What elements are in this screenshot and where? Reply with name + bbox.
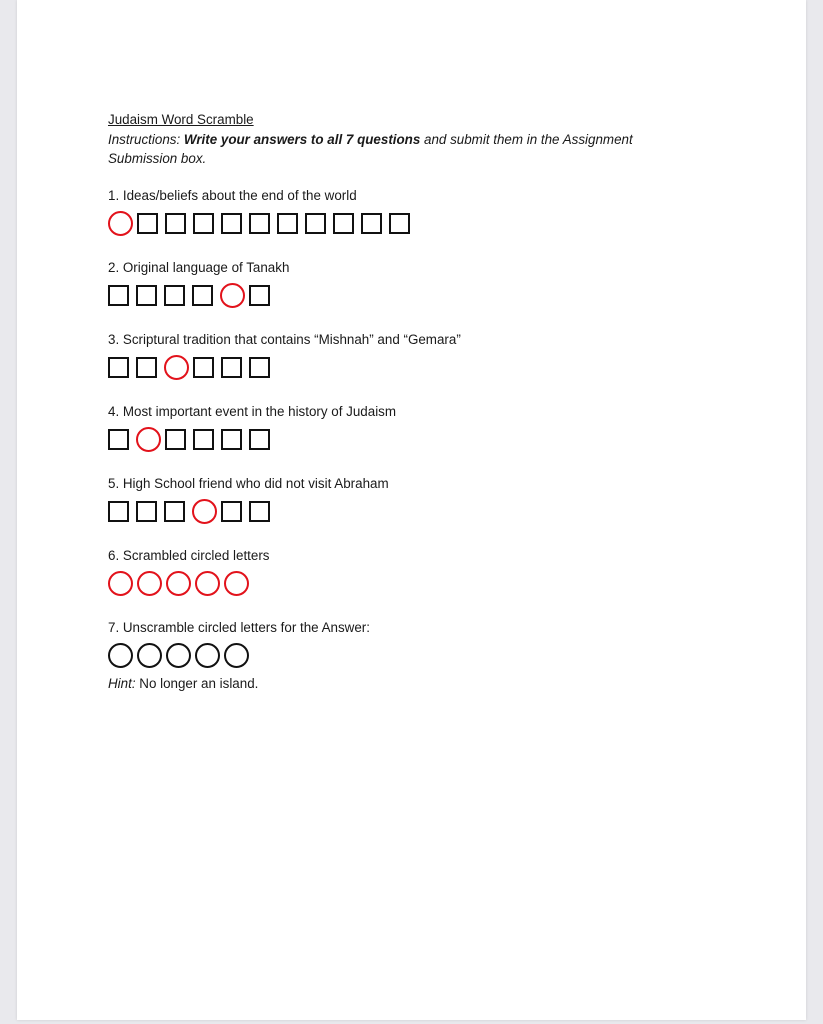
question-label: 1. Ideas/beliefs about the end of the world [108, 188, 357, 203]
letter-box[interactable] [221, 429, 242, 450]
hint-label: Hint: [108, 676, 136, 691]
letter-box[interactable] [249, 357, 270, 378]
circled-letter-box[interactable] [108, 571, 133, 596]
letter-box[interactable] [361, 213, 382, 234]
letter-box[interactable] [193, 357, 214, 378]
answer-slots [108, 641, 688, 669]
letter-box[interactable] [108, 501, 129, 522]
answer-letter-circle[interactable] [108, 643, 133, 668]
letter-box[interactable] [164, 285, 185, 306]
letter-box[interactable] [249, 429, 270, 450]
instructions [108, 130, 668, 168]
letter-box[interactable] [277, 213, 298, 234]
answer-slots [108, 353, 688, 381]
letter-box[interactable] [249, 285, 270, 306]
letter-box[interactable] [136, 501, 157, 522]
circled-letter-box[interactable] [164, 355, 189, 380]
circled-letter-box[interactable] [108, 211, 133, 236]
answer-slots [108, 497, 688, 525]
letter-box[interactable] [192, 285, 213, 306]
letter-box[interactable] [221, 501, 242, 522]
answer-slots [108, 209, 688, 237]
answer-slots [108, 569, 688, 597]
answer-letter-circle[interactable] [137, 643, 162, 668]
question-list [108, 187, 688, 669]
question-label: 5. High School friend who did not visit Abraham [108, 476, 389, 491]
letter-box[interactable] [389, 213, 410, 234]
circled-letter-box[interactable] [166, 571, 191, 596]
question-label: 3. Scriptural tradition that contains “Mishnah” and “Gemara” [108, 332, 461, 347]
question-3 [108, 331, 688, 381]
circled-letter-box[interactable] [224, 571, 249, 596]
instructions-prefix: Instructions: [108, 132, 184, 147]
letter-box[interactable] [193, 213, 214, 234]
letter-box[interactable] [136, 357, 157, 378]
document-page [17, 0, 806, 1020]
circled-letter-box[interactable] [137, 571, 162, 596]
answer-letter-circle[interactable] [224, 643, 249, 668]
question-label: 2. Original language of Tanakh [108, 260, 290, 275]
letter-box[interactable] [136, 285, 157, 306]
answer-letter-circle[interactable] [195, 643, 220, 668]
letter-box[interactable] [193, 429, 214, 450]
question-label: 6. Scrambled circled letters [108, 548, 270, 563]
question-7 [108, 619, 688, 669]
letter-box[interactable] [108, 357, 129, 378]
letter-box[interactable] [165, 213, 186, 234]
circled-letter-box[interactable] [136, 427, 161, 452]
letter-box[interactable] [305, 213, 326, 234]
letter-box[interactable] [249, 213, 270, 234]
letter-box[interactable] [333, 213, 354, 234]
question-1 [108, 187, 688, 237]
letter-box[interactable] [137, 213, 158, 234]
question-2 [108, 259, 688, 309]
answer-slots [108, 425, 688, 453]
question-label: 7. Unscramble circled letters for the Answer: [108, 620, 370, 635]
letter-box[interactable] [108, 285, 129, 306]
letter-box[interactable] [165, 429, 186, 450]
letter-box[interactable] [249, 501, 270, 522]
hint-text: No longer an island. [135, 676, 259, 691]
instructions-suffix: and submit them in the Assignment Submission box. [108, 132, 633, 166]
letter-box[interactable] [164, 501, 185, 522]
letter-box[interactable] [108, 429, 129, 450]
answer-slots [108, 281, 688, 309]
letter-box[interactable] [221, 213, 242, 234]
instructions-bold: Write your answers to all 7 questions [183, 132, 421, 147]
letter-box[interactable] [221, 357, 242, 378]
question-4 [108, 403, 688, 453]
question-5 [108, 475, 688, 525]
question-6 [108, 547, 688, 597]
answer-letter-circle[interactable] [166, 643, 191, 668]
circled-letter-box[interactable] [195, 571, 220, 596]
circled-letter-box[interactable] [192, 499, 217, 524]
circled-letter-box[interactable] [220, 283, 245, 308]
hint [108, 675, 688, 692]
question-label: 4. Most important event in the history of Judaism [108, 404, 397, 419]
worksheet [108, 111, 688, 692]
worksheet-title: Judaism Word Scramble [108, 112, 254, 127]
